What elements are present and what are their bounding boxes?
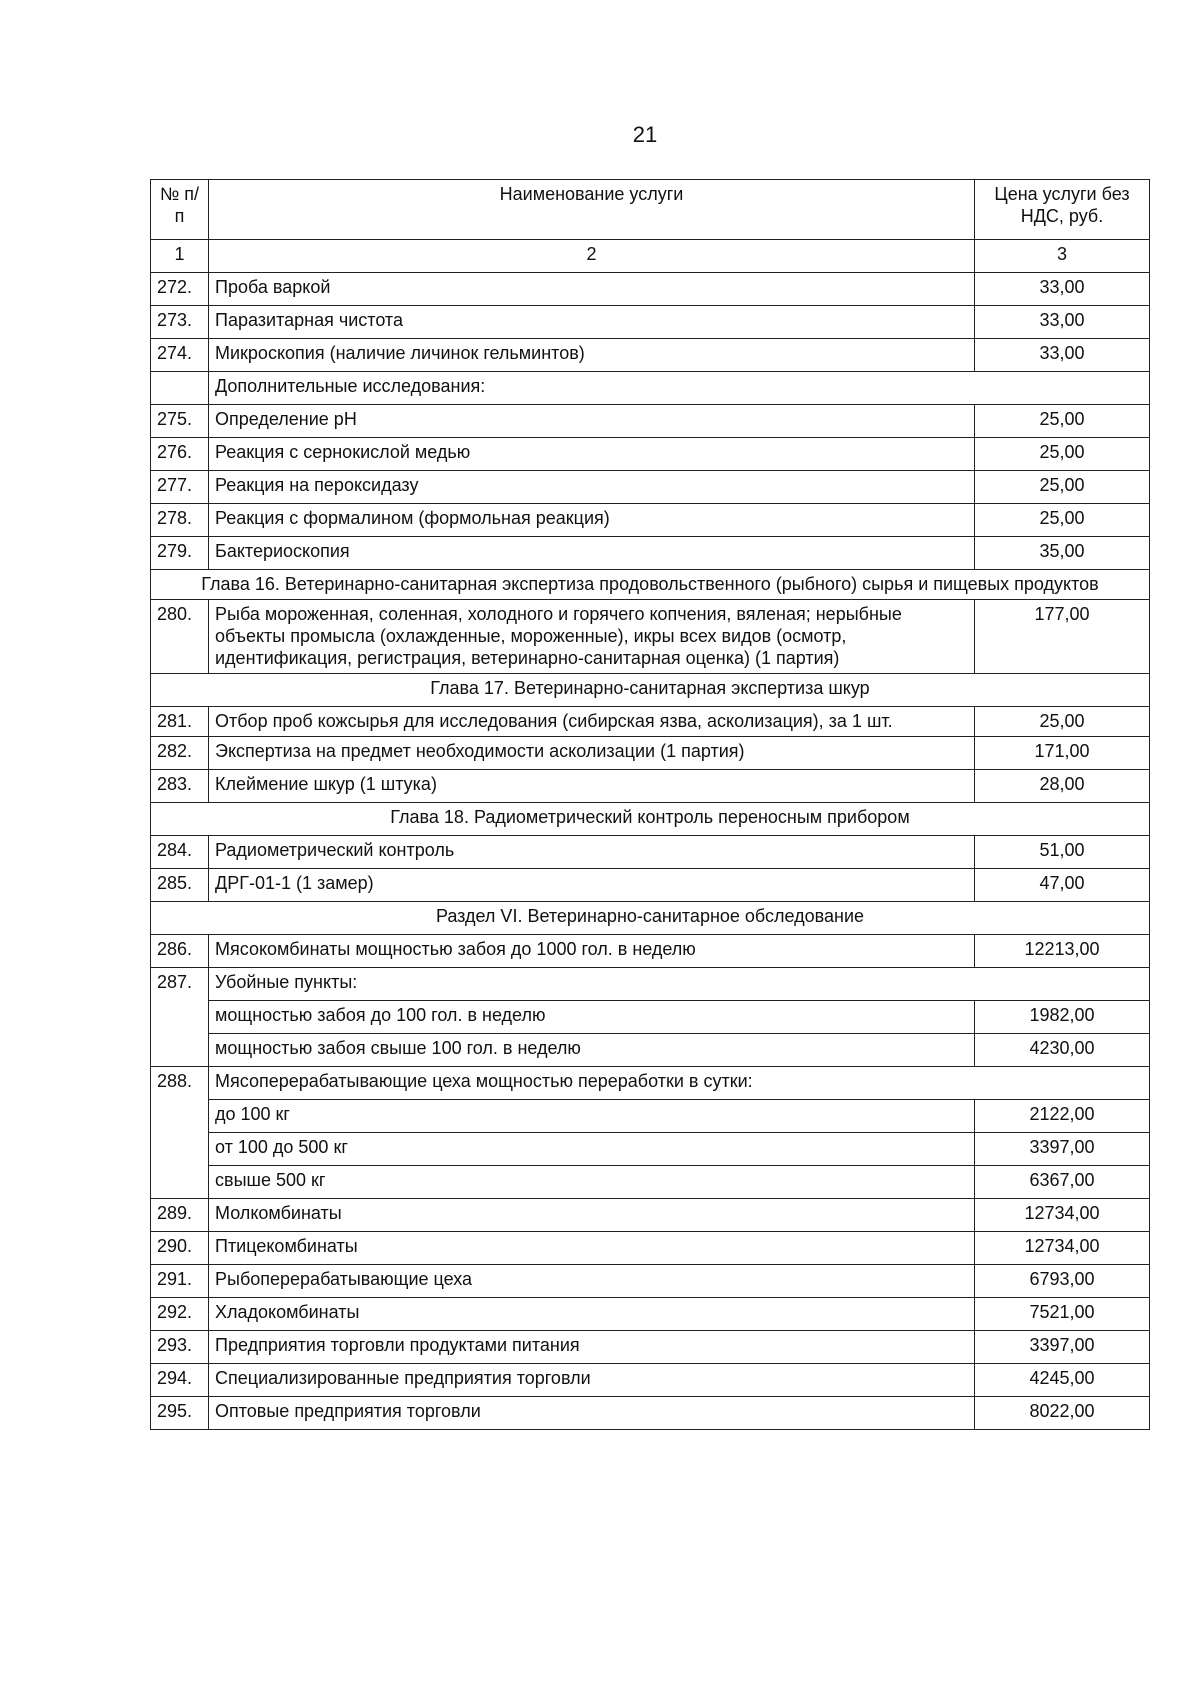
row-number: 273. (151, 306, 209, 339)
service-name: мощностью забоя до 100 гол. в неделю (209, 1001, 975, 1034)
table-row (151, 438, 1150, 471)
service-name: Радиометрический контроль (209, 836, 975, 869)
table-row (151, 537, 1150, 570)
service-price: 51,00 (975, 836, 1150, 869)
column-index: 1 (151, 240, 209, 273)
chapter-row (151, 674, 1150, 707)
table-subrow (151, 1166, 1150, 1199)
row-number: 275. (151, 405, 209, 438)
service-price: 33,00 (975, 306, 1150, 339)
service-name: Паразитарная чистота (209, 306, 975, 339)
service-price: 25,00 (975, 504, 1150, 537)
service-name: свыше 500 кг (209, 1166, 975, 1199)
row-number: 278. (151, 504, 209, 537)
service-group-name: Мясоперерабатывающие цеха мощностью переработки в сутки: (209, 1067, 1150, 1100)
row-number: 279. (151, 537, 209, 570)
row-number: 293. (151, 1331, 209, 1364)
service-price: 25,00 (975, 471, 1150, 504)
service-name: ДРГ-01-1 (1 замер) (209, 869, 975, 902)
service-price: 4245,00 (975, 1364, 1150, 1397)
row-number: 276. (151, 438, 209, 471)
row-number: 284. (151, 836, 209, 869)
row-number: 272. (151, 273, 209, 306)
service-name: Оптовые предприятия торговли (209, 1397, 975, 1430)
row-number: 285. (151, 869, 209, 902)
service-name: Птицекомбинаты (209, 1232, 975, 1265)
service-name: Реакция на пероксидазу (209, 471, 975, 504)
table-row (151, 836, 1150, 869)
row-number: 291. (151, 1265, 209, 1298)
table-subrow (151, 1001, 1150, 1034)
price-table (150, 179, 1150, 1430)
table-row (151, 737, 1150, 770)
service-price: 25,00 (975, 438, 1150, 471)
table-row (151, 869, 1150, 902)
table-subrow (151, 1100, 1150, 1133)
service-name: Реакция с формалином (формольная реакция) (209, 504, 975, 537)
section-heading: Раздел VI. Ветеринарно-санитарное обследование (151, 902, 1150, 935)
column-index-row (151, 240, 1150, 273)
service-price: 4230,00 (975, 1034, 1150, 1067)
row-number: 282. (151, 737, 209, 770)
service-name: Отбор проб кожсырья для исследования (сибирская язва, асколизация), за 1 шт. (209, 707, 975, 737)
row-number: 274. (151, 339, 209, 372)
table-row (151, 1298, 1150, 1331)
table-row (151, 1397, 1150, 1430)
service-price: 33,00 (975, 273, 1150, 306)
service-group-name: Убойные пункты: (209, 968, 1150, 1001)
row-number: 295. (151, 1397, 209, 1430)
table-row (151, 600, 1150, 674)
service-name: мощностью забоя свыше 100 гол. в неделю (209, 1034, 975, 1067)
row-number: 283. (151, 770, 209, 803)
service-price: 12734,00 (975, 1199, 1150, 1232)
table-row (151, 770, 1150, 803)
table-row (151, 1265, 1150, 1298)
service-price: 6367,00 (975, 1166, 1150, 1199)
chapter-row (151, 570, 1150, 600)
header-service-name: Наименование услуги (209, 180, 975, 240)
service-name: Экспертиза на предмет необходимости асколизации (1 партия) (209, 737, 975, 770)
service-price: 3397,00 (975, 1133, 1150, 1166)
row-number: 289. (151, 1199, 209, 1232)
service-price: 28,00 (975, 770, 1150, 803)
table-row (151, 935, 1150, 968)
column-index: 2 (209, 240, 975, 273)
row-number: 280. (151, 600, 209, 674)
chapter-heading: Глава 17. Ветеринарно-санитарная экспертиза шкур (151, 674, 1150, 707)
service-price: 12734,00 (975, 1232, 1150, 1265)
chapter-heading: Глава 18. Радиометрический контроль переносным прибором (151, 803, 1150, 836)
row-number: 277. (151, 471, 209, 504)
service-price: 171,00 (975, 737, 1150, 770)
service-price: 12213,00 (975, 935, 1150, 968)
header-number: № п/п (151, 180, 209, 240)
service-price: 8022,00 (975, 1397, 1150, 1430)
row-number: 294. (151, 1364, 209, 1397)
service-name: Предприятия торговли продуктами питания (209, 1331, 975, 1364)
subheading-row (151, 372, 1150, 405)
table-subrow (151, 1034, 1150, 1067)
table-row (151, 1364, 1150, 1397)
service-name: Бактериоскопия (209, 537, 975, 570)
section-row (151, 902, 1150, 935)
service-price: 47,00 (975, 869, 1150, 902)
service-name: Реакция с сернокислой медью (209, 438, 975, 471)
service-name: Молкомбинаты (209, 1199, 975, 1232)
chapter-row (151, 803, 1150, 836)
header-price: Цена услуги без НДС, руб. (975, 180, 1150, 240)
service-name: Клеймение шкур (1 штука) (209, 770, 975, 803)
row-number: 290. (151, 1232, 209, 1265)
table-subrow (151, 1133, 1150, 1166)
service-price: 2122,00 (975, 1100, 1150, 1133)
service-price: 6793,00 (975, 1265, 1150, 1298)
row-number: 286. (151, 935, 209, 968)
service-price: 3397,00 (975, 1331, 1150, 1364)
service-price: 177,00 (975, 600, 1150, 674)
table-row (151, 1232, 1150, 1265)
service-name: Мясокомбинаты мощностью забоя до 1000 гол. в неделю (209, 935, 975, 968)
service-name: от 100 до 500 кг (209, 1133, 975, 1166)
table-row (151, 306, 1150, 339)
service-name: Хладокомбинаты (209, 1298, 975, 1331)
service-name: Рыба мороженная, соленная, холодного и горячего копчения, вяленая; нерыбные объекты промысла (охлажденные, мороженные), икры всех видов (осмотр, идентификация, регистрация, ветеринарно-санитарная оценка) (1 партия) (209, 600, 975, 674)
service-price: 33,00 (975, 339, 1150, 372)
chapter-heading: Глава 16. Ветеринарно-санитарная экспертиза продовольственного (рыбного) сырья и пищевых продуктов (151, 570, 1150, 600)
table-row (151, 471, 1150, 504)
column-index: 3 (975, 240, 1150, 273)
subheading: Дополнительные исследования: (209, 372, 1150, 405)
service-price: 25,00 (975, 707, 1150, 737)
service-name: Рыбоперерабатывающие цеха (209, 1265, 975, 1298)
service-price: 35,00 (975, 537, 1150, 570)
table-row (151, 1067, 1150, 1100)
service-name: Определение pH (209, 405, 975, 438)
table-row (151, 707, 1150, 737)
service-price: 7521,00 (975, 1298, 1150, 1331)
table-header-row (151, 180, 1150, 240)
table-row (151, 1331, 1150, 1364)
service-name: Специализированные предприятия торговли (209, 1364, 975, 1397)
table-row (151, 504, 1150, 537)
service-name: Микроскопия (наличие личинок гельминтов) (209, 339, 975, 372)
table-row (151, 968, 1150, 1001)
page-number: 21 (632, 122, 658, 147)
service-name: Проба варкой (209, 273, 975, 306)
row-number: 281. (151, 707, 209, 737)
row-number: 292. (151, 1298, 209, 1331)
service-name: до 100 кг (209, 1100, 975, 1133)
table-row (151, 339, 1150, 372)
service-price: 1982,00 (975, 1001, 1150, 1034)
row-number: 288. (151, 1067, 209, 1199)
table-row (151, 273, 1150, 306)
table-row (151, 405, 1150, 438)
row-number: 287. (151, 968, 209, 1067)
table-row (151, 1199, 1150, 1232)
service-price: 25,00 (975, 405, 1150, 438)
